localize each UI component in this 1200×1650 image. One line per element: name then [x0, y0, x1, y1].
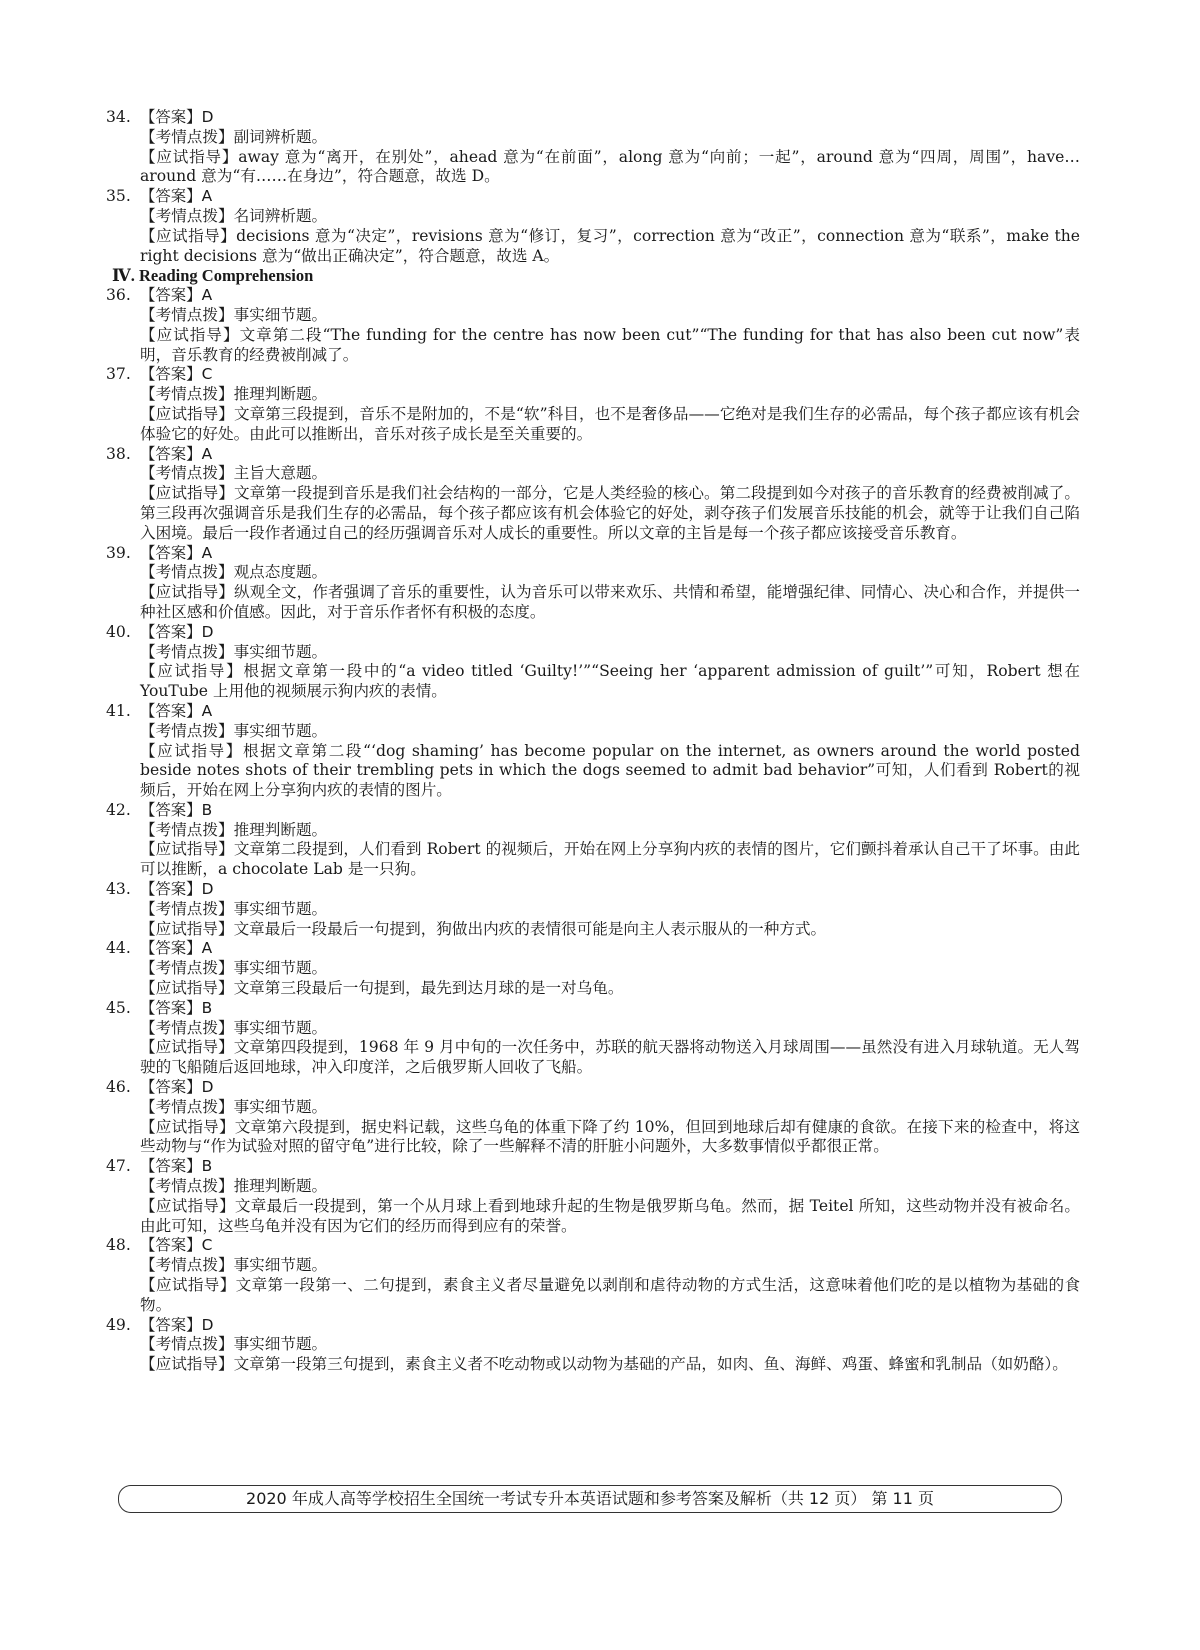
- test-guide: 【应试指导】文章第三段提到，音乐不是附加的，不是“软”科目，也不是奢侈品——它绝对是我们生存的必需品，每个孩子都应该有机会体验它的好处。由此可以推断出，音乐对孩子成长是至关重要的。: [140, 404, 1080, 443]
- answer-label: 【答案】C: [140, 1236, 213, 1255]
- test-guide: 【应试指导】away 意为“离开，在别处”，ahead 意为“在前面”，along 意为“向前；一起”，around 意为“四周，周围”，have…around 意为“有……在身边”，符合题意，故选 D。: [140, 147, 1080, 186]
- test-guide: 【应试指导】decisions 意为“决定”，revisions 意为“修订，复习”，correction 意为“改正”，connection 意为“联系”，make the right decisions 意为“做出正确决定”，符合题意，故选 A。: [140, 226, 1080, 265]
- exam-point: 【考情点拨】事实细节题。: [140, 642, 328, 661]
- question-block: [106, 1315, 1080, 1375]
- page-footer: 2020 年成人高等学校招生全国统一考试专升本英语试题和参考答案及解析（共 12 页） 第 11 页: [118, 1485, 1062, 1513]
- test-guide: 【应试指导】文章第三段最后一句提到，最先到达月球的是一对乌龟。: [140, 979, 624, 998]
- question-block: [106, 880, 1080, 939]
- question-number: 37.: [106, 365, 131, 384]
- question-number: 42.: [106, 800, 131, 819]
- test-guide: 【应试指导】文章第四段提到，1968 年 9 月中旬的一次任务中，苏联的航天器将动物送入月球周围——虽然没有进入月球轨道。无人驾驶的飞船随后返回地球，冲入印度洋，之后俄罗斯人回收了飞船。: [140, 1038, 1080, 1077]
- exam-point: 【考情点拨】推理判断题。: [140, 385, 328, 404]
- test-guide: 【应试指导】文章第六段提到，据史料记载，这些乌龟的体重下降了约 10%，但回到地球后却有健康的食欲。在接下来的检查中，将这些动物与“作为试验对照的留守龟”进行比较，除了一些解释不清的肝脏小问题外，大多数事情似乎都很正常。: [140, 1117, 1080, 1156]
- test-guide: 【应试指导】文章第一段第三句提到，素食主义者不吃动物或以动物为基础的产品，如肉、鱼、海鲜、鸡蛋、蜂蜜和乳制品（如奶酪）。: [140, 1355, 1068, 1374]
- answer-label: 【答案】A: [140, 187, 213, 206]
- answer-label: 【答案】A: [140, 939, 213, 958]
- question-number: 34.: [106, 108, 131, 126]
- question-block: [106, 1078, 1080, 1157]
- answer-label: 【答案】A: [140, 444, 213, 463]
- question-block: [106, 998, 1080, 1078]
- question-block: [106, 800, 1080, 880]
- question-number: 46.: [106, 1078, 131, 1097]
- question-block: [106, 543, 1080, 623]
- question-number: 44.: [106, 939, 131, 958]
- question-block: [106, 187, 1080, 266]
- test-guide: 【应试指导】根据文章第一段中的“a video titled ‘Guilty!’”“Seeing her ‘apparent admission of guilt’”可知，Robert 想在 YouTube 上用他的视频展示狗内疚的表情。: [140, 662, 1080, 701]
- answer-label: 【答案】D: [140, 622, 214, 641]
- exam-point: 【考情点拨】事实细节题。: [140, 899, 328, 918]
- answer-label: 【答案】C: [140, 365, 213, 384]
- test-guide: 【应试指导】文章第二段提到，人们看到 Robert 的视频后，开始在网上分享狗内疚的表情的图片，它们颤抖着承认自己干了坏事。由此可以推断，a chocolate Lab 是一只狗。: [140, 840, 1080, 879]
- answer-content: [106, 108, 1080, 1375]
- question-number: 35.: [106, 187, 131, 206]
- question-number: 48.: [106, 1236, 131, 1255]
- answer-label: 【答案】D: [140, 1315, 214, 1334]
- question-number: 39.: [106, 543, 131, 562]
- answer-label: 【答案】B: [140, 998, 213, 1017]
- exam-point: 【考情点拨】副词辨析题。: [140, 127, 328, 146]
- question-block: [106, 286, 1080, 365]
- answer-label: 【答案】A: [140, 543, 213, 562]
- exam-point: 【考情点拨】事实细节题。: [140, 305, 328, 324]
- exam-point: 【考情点拨】推理判断题。: [140, 820, 328, 839]
- question-number: 49.: [106, 1315, 131, 1334]
- question-block: [106, 444, 1080, 544]
- question-number: 47.: [106, 1157, 131, 1176]
- exam-point: 【考情点拨】名词辨析题。: [140, 206, 328, 225]
- section-heading: Ⅳ. Reading Comprehension: [112, 266, 314, 286]
- test-guide: 【应试指导】文章最后一段提到，第一个从月球上看到地球升起的生物是俄罗斯乌龟。然而，据 Teitel 所知，这些动物并没有被命名。由此可知，这些乌龟并没有因为它们的经历而得到应有的荣誉。: [140, 1196, 1080, 1235]
- question-number: 41.: [106, 701, 131, 720]
- answer-label: 【答案】B: [140, 1157, 213, 1176]
- test-guide: 【应试指导】文章第一段提到音乐是我们社会结构的一部分，它是人类经验的核心。第二段提到如今对孩子的音乐教育的经费被削减了。第三段再次强调音乐是我们生存的必需品，每个孩子都应该有机会体验它的好处，剥夺孩子们发展音乐技能的机会，就等于让我们自己陷入困境。最后一段作者通过自己的经历强调音乐对人成长的重要性。所以文章的主旨是每一个孩子都应该接受音乐教育。: [140, 484, 1080, 542]
- exam-point: 【考情点拨】事实细节题。: [140, 1256, 328, 1275]
- exam-point: 【考情点拨】事实细节题。: [140, 1097, 328, 1116]
- answer-label: 【答案】D: [140, 108, 214, 126]
- exam-point: 【考情点拨】观点态度题。: [140, 563, 328, 582]
- question-number: 36.: [106, 286, 131, 305]
- answer-label: 【答案】A: [140, 701, 213, 720]
- exam-point: 【考情点拨】主旨大意题。: [140, 464, 328, 483]
- test-guide: 【应试指导】根据文章第二段“‘dog shaming’ has become popular on the internet, as owners around the world posted beside notes shots of their trembling pets in which the dogs seemed to admit bad behavior”可知，人们看到 Robert的视频后，开始在网上分享狗内疚的表情的图片。: [140, 741, 1080, 800]
- question-number: 40.: [106, 622, 131, 641]
- exam-point: 【考情点拨】事实细节题。: [140, 1018, 328, 1037]
- answer-label: 【答案】B: [140, 800, 213, 819]
- test-guide: 【应试指导】文章第二段“The funding for the centre has now been cut”“The funding for that has also been cut now”表明，音乐教育的经费被削减了。: [140, 325, 1080, 364]
- question-number: 43.: [106, 880, 131, 899]
- question-block: [106, 622, 1080, 702]
- exam-point: 【考情点拨】事实细节题。: [140, 721, 328, 740]
- test-guide: 【应试指导】纵观全文，作者强调了音乐的重要性，认为音乐可以带来欢乐、共情和希望，能增强纪律、同情心、决心和合作，并提供一种社区感和价值感。因此，对于音乐作者怀有积极的态度。: [140, 583, 1080, 621]
- answer-label: 【答案】D: [140, 1078, 214, 1097]
- question-block: [106, 939, 1080, 998]
- answer-label: 【答案】D: [140, 880, 214, 899]
- question-block: [106, 701, 1080, 801]
- question-block: [106, 1157, 1080, 1236]
- question-block: [106, 108, 1080, 187]
- exam-point: 【考情点拨】推理判断题。: [140, 1177, 328, 1196]
- test-guide: 【应试指导】文章最后一段最后一句提到，狗做出内疚的表情很可能是向主人表示服从的一种方式。: [140, 919, 827, 938]
- question-number: 45.: [106, 998, 131, 1017]
- question-block: [106, 1236, 1080, 1315]
- question-block: [106, 365, 1080, 444]
- exam-point: 【考情点拨】事实细节题。: [140, 959, 328, 978]
- exam-point: 【考情点拨】事实细节题。: [140, 1335, 328, 1354]
- test-guide: 【应试指导】文章第一段第一、二句提到，素食主义者尽量避免以剥削和虐待动物的方式生活，这意味着他们吃的是以植物为基础的食物。: [140, 1276, 1080, 1314]
- answer-label: 【答案】A: [140, 286, 213, 305]
- question-number: 38.: [106, 444, 131, 463]
